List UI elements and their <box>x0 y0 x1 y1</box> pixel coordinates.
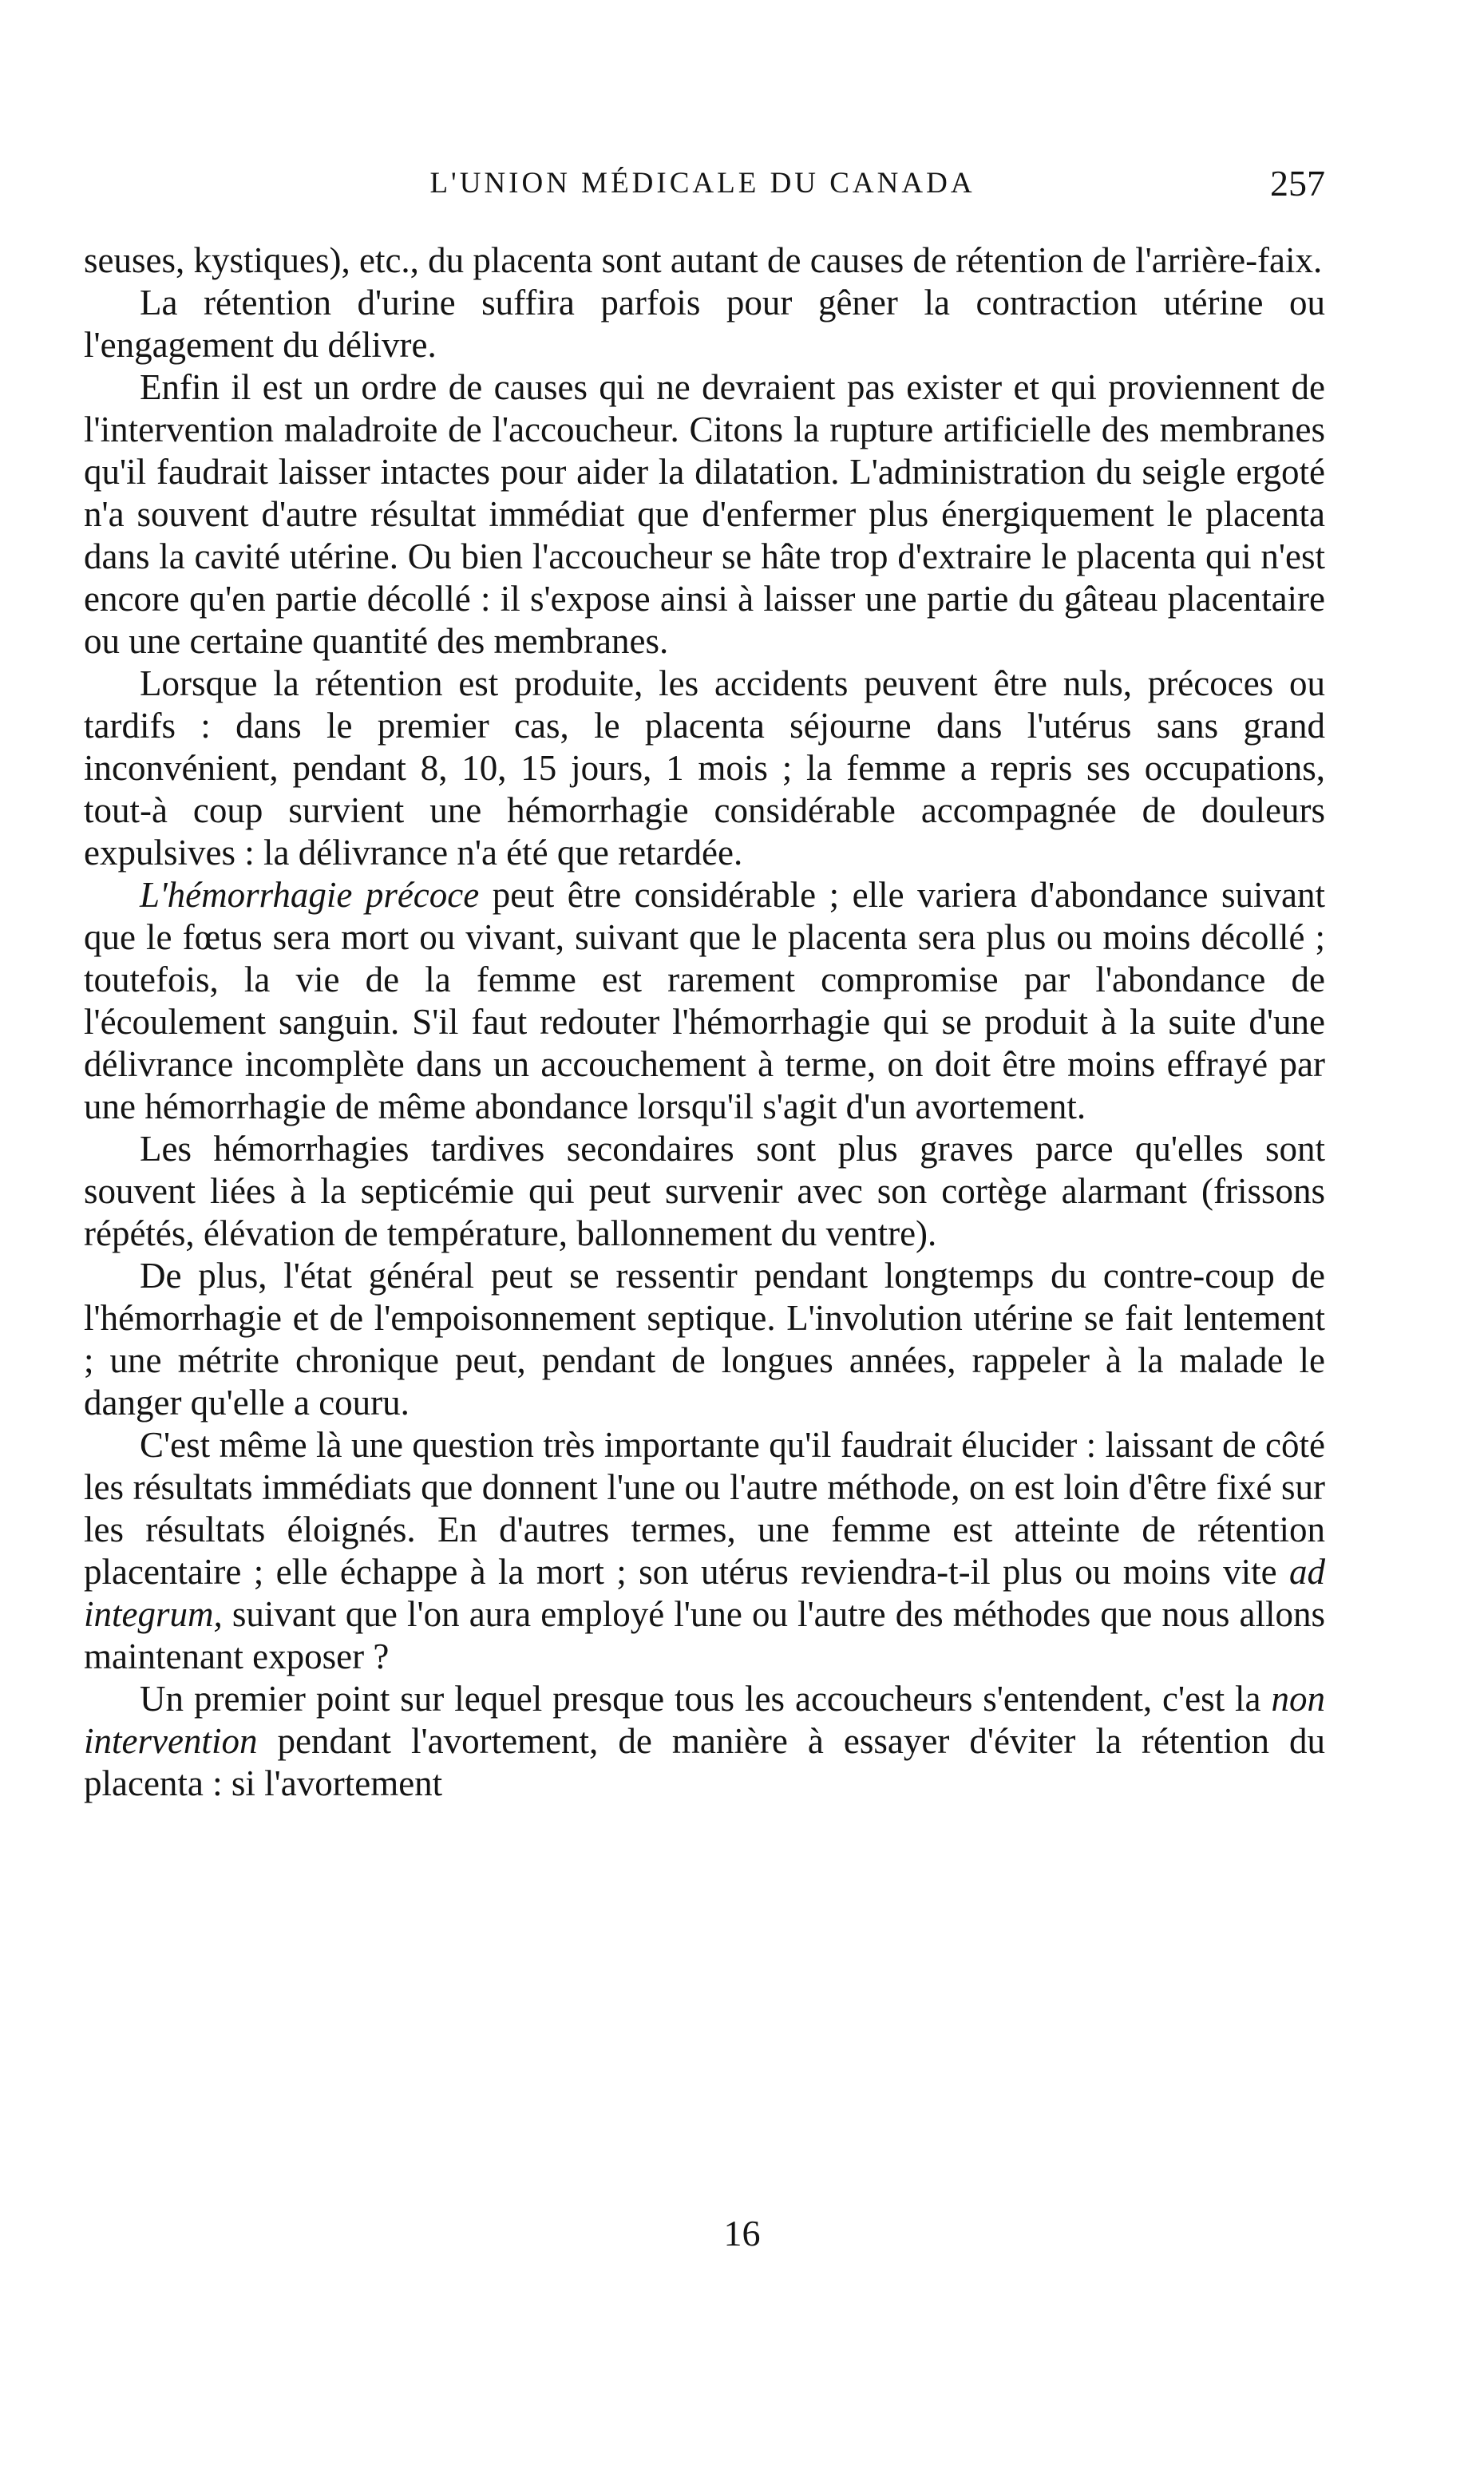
running-header <box>80 160 1325 208</box>
italic-term-non-intervention: non intervention <box>84 1679 1325 1761</box>
paragraph-late-hemorrhage: Les hémorrhagies tardives secondaires sont plus graves parce qu'elles sont souvent liées à la septicémie qui peut survenir avec son cortège alarmant (frissons répétés, élévation de température, ballonnement du ventre). <box>84 1129 1325 1253</box>
paragraph-text: Un premier point sur lequel presque tous les accoucheurs s'entendent, c'est la <box>140 1679 1272 1719</box>
paragraph-text: pendant l'avortement, de manière à essayer d'éviter la rétention du placenta : si l'avortement <box>84 1721 1325 1803</box>
page-number: 257 <box>1270 163 1325 204</box>
italic-term-ad-integrum: ad integrum, <box>84 1552 1325 1634</box>
italic-term-early-hemorrhage: L'hémorrhagie précoce <box>140 875 480 915</box>
paragraph-general-state: De plus, l'état général peut se ressentir pendant longtemps du contre-coup de l'hémorrhagie et de l'empoisonnement septique. L'involution utérine se fait lentement ; une métrite chronique peut, pendant de longues années, rappeler à la malade le danger qu'elle a couru. <box>84 1256 1325 1423</box>
paragraph-causes-intervention: Enfin il est un ordre de causes qui ne devraient pas exister et qui proviennent de l'intervention maladroite de l'accoucheur. Citons la rupture artificielle des membranes qu'il faudrait laisser intactes pour aider la dilatation. L'administration du seigle ergoté n'a souvent d'autre résultat immédiat que d'enfermer plus énergiquement le placenta dans la cavité utérine. Ou bien l'accoucheur se hâte trop d'extraire le placenta qui n'est encore qu'en partie décollé : il s'expose ainsi à laisser une partie du gâteau placentaire ou une certaine quantité des membranes. <box>84 367 1325 661</box>
signature-mark: 16 <box>723 2213 761 2254</box>
paragraph-text: peut être considérable ; elle variera d'abondance suivant que le fœtus sera mort ou vivant, suivant que le placenta sera plus ou moins décollé ; toutefois, la vie de la femme est rarement compromise par l'abondance de l'écoulement sanguin. S'il faut redouter l'hémorrhagie qui se produit à la suite d'une délivrance incomplète dans un accouchement à terme, on doit être moins effrayé par une hémorrhagie de même abondance lorsqu'il s'agit d'un avortement. <box>84 875 1325 1126</box>
journal-title: L'UNION MÉDICALE DU CANADA <box>429 167 975 200</box>
body-text <box>84 239 1325 1805</box>
paragraph-text: C'est même là une question très importante qu'il faudrait élucider : laissant de côté les résultats immédiats que donnent l'une ou l'autre méthode, on est loin d'être fixé sur les résultats éloignés. En d'autres termes, une femme est atteinte de rétention placentaire ; elle échappe à la mort ; son utérus reviendra-t-il plus ou moins vite <box>84 1425 1325 1592</box>
paragraph-text: suivant que l'on aura employé l'une ou l'autre des méthodes que nous allons maintenant exposer ? <box>84 1594 1325 1676</box>
paragraph-accidents: Lorsque la rétention est produite, les accidents peuvent être nuls, précoces ou tardifs : dans le premier cas, le placenta séjourne dans l'utérus sans grand inconvénient, pendant 8, 10, 15 jours, 1 mois ; la femme a repris ses occupations, tout-à coup survient une hémorrhagie considérable accompagnée de douleurs expulsives : la délivrance n'a été que retardée. <box>84 663 1325 873</box>
paragraph-continuation: seuses, kystiques), etc., du placenta sont autant de causes de rétention de l'arrière-faix. <box>84 240 1323 280</box>
paragraph-urine-retention: La rétention d'urine suffira parfois pour gêner la contraction utérine ou l'engagement du délivre. <box>84 283 1325 365</box>
paragraph-non-intervention <box>84 1678 1325 1805</box>
paragraph-question <box>84 1424 1325 1678</box>
paragraph-early-hemorrhage <box>84 874 1325 1128</box>
